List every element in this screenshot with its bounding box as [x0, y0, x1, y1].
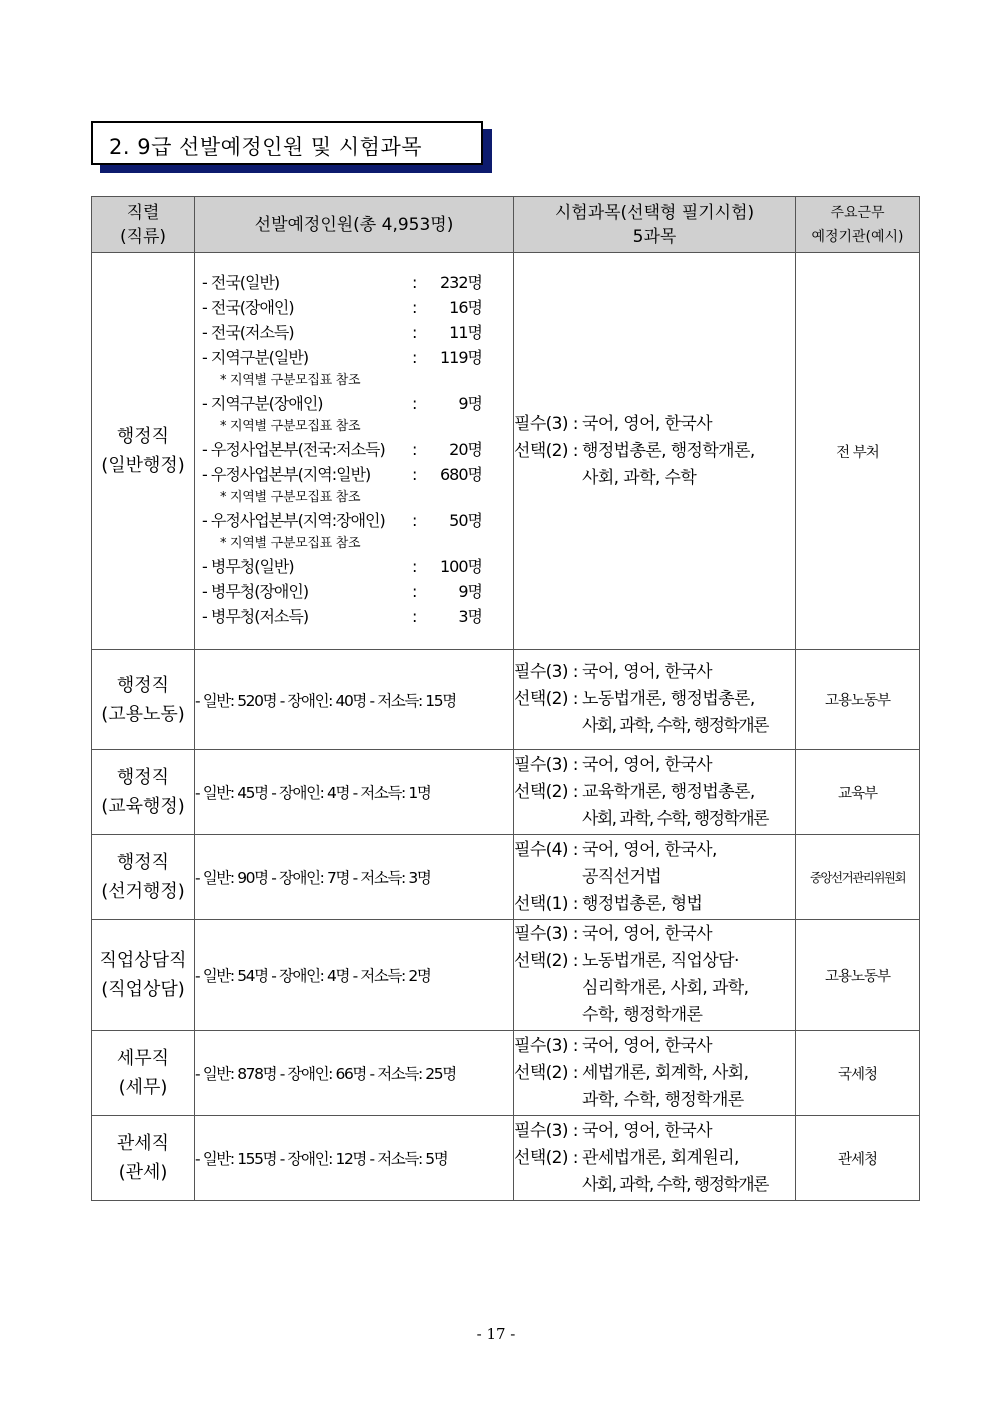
quota-count: 50명 — [449, 510, 482, 530]
elective-subjects: 관세법개론, 회계원리, — [582, 1147, 739, 1168]
quota-label: - 전국(일반) — [202, 272, 280, 292]
table-row — [92, 750, 920, 835]
elective-continued: 사회, 과학, 수학 — [582, 467, 697, 488]
header-quota: 선발예정인원(총 4,953명) — [195, 197, 514, 253]
required-subjects: 국어, 영어, 한국사 — [582, 924, 712, 944]
job-name: 행정직 — [116, 426, 170, 447]
job-name: 관세직 — [116, 1133, 170, 1154]
elective-subjects: 세법개론, 회계학, 사회, — [582, 1062, 749, 1083]
quota-label: - 병무청(저소득) — [202, 606, 309, 626]
subjects-cell — [514, 1031, 796, 1116]
elective-label: 선택(2) : — [514, 1147, 578, 1168]
agency-cell: 고용노동부 — [796, 650, 920, 750]
elective-subjects: 교육학개론, 행정법총론, — [582, 781, 755, 802]
job-name: 행정직 — [116, 674, 170, 696]
required-continued: 공직선거법 — [582, 866, 662, 887]
subjects-cell — [514, 920, 796, 1031]
quota-colon: : — [412, 510, 417, 530]
table-row — [92, 920, 920, 1031]
required-line — [514, 1033, 795, 1060]
quota-note: * 지역별 구분모집표 참조 — [220, 535, 361, 551]
job-cell — [92, 920, 195, 1031]
job-name: 행정직 — [116, 767, 170, 788]
quota-cell: - 일반: 878명 - 장애인: 66명 - 저소득: 25명 — [195, 1031, 514, 1116]
required-subjects: 국어, 영어, 한국사 — [582, 662, 712, 682]
job-name: 행정직 — [116, 852, 170, 873]
subjects-cell — [514, 835, 796, 920]
section-title: 2. 9급 선발예정인원 및 시험과목 — [109, 135, 423, 159]
job-track: (일반행정) — [101, 455, 185, 476]
quota-list — [195, 260, 513, 643]
quota-count: 9명 — [458, 581, 482, 601]
elective-label: 선택(2) : — [514, 440, 578, 461]
quota-item — [202, 391, 513, 416]
quota-count: 16명 — [449, 297, 482, 317]
agency-cell: 국세청 — [796, 1031, 920, 1116]
quota-cell: - 일반: 90명 - 장애인: 7명 - 저소득: 3명 — [195, 835, 514, 920]
recruitment-table — [91, 196, 920, 1201]
elective-label: 선택(2) : — [514, 951, 578, 971]
quota-item — [202, 320, 513, 345]
quota-label: - 우정사업본부(전국:저소득) — [202, 439, 385, 459]
quota-colon: : — [412, 322, 417, 342]
elective-label: 선택(1) : — [514, 893, 578, 914]
header-agency-line2: 예정기관(예시) — [811, 228, 904, 245]
quota-label: - 병무청(일반) — [202, 556, 294, 576]
quota-label: - 지역구분(장애인) — [202, 393, 323, 413]
quota-count: 100명 — [440, 556, 482, 576]
table-row — [92, 835, 920, 920]
quota-cell: - 일반: 520명 - 장애인: 40명 - 저소득: 15명 — [195, 650, 514, 750]
job-track: (교육행정) — [101, 796, 185, 817]
quota-label: - 전국(저소득) — [202, 322, 294, 342]
subjects-cell — [514, 750, 796, 835]
quota-item — [202, 295, 513, 320]
elective-line — [514, 779, 795, 806]
quota-note: * 지역별 구분모집표 참조 — [220, 418, 361, 434]
elective-subjects: 행정법총론, 형법 — [582, 893, 703, 914]
table-row — [92, 1031, 920, 1116]
required-subjects: 국어, 영어, 한국사 — [582, 413, 712, 434]
quota-note: * 지역별 구분모집표 참조 — [220, 372, 361, 388]
agency-cell: 전 부처 — [796, 253, 920, 650]
quota-item — [202, 437, 513, 462]
table-row — [92, 1116, 920, 1201]
required-subjects: 국어, 영어, 한국사 — [582, 1035, 712, 1056]
elective-subjects: 행정법총론, 행정학개론, — [582, 440, 755, 461]
quota-item — [202, 462, 513, 487]
required-subjects: 국어, 영어, 한국사 — [582, 1120, 712, 1141]
quota-item — [202, 270, 513, 295]
required-label: 필수(3) : — [514, 754, 578, 775]
elective-label: 선택(2) : — [514, 1062, 578, 1083]
elective-line — [514, 891, 795, 918]
header-agency-line1: 주요근무 — [830, 204, 885, 221]
agency-cell: 교육부 — [796, 750, 920, 835]
subjects-cell — [514, 650, 796, 750]
quota-count: 20명 — [449, 439, 482, 459]
header-job-line2: (직류) — [119, 226, 167, 247]
quota-colon: : — [412, 556, 417, 576]
quota-label: - 우정사업본부(지역:일반) — [202, 464, 371, 484]
quota-cell — [195, 253, 514, 650]
quota-label: - 병무청(장애인) — [202, 581, 309, 601]
elective-subjects: 노동법개론, 직업상담· — [582, 951, 739, 971]
quota-colon: : — [412, 393, 417, 413]
quota-colon: : — [412, 439, 417, 459]
quota-count: 11명 — [449, 322, 482, 342]
job-track: (선거행정) — [101, 881, 185, 902]
job-name: 세무직 — [116, 1048, 170, 1069]
job-cell — [92, 835, 195, 920]
quota-label: - 전국(장애인) — [202, 297, 294, 317]
elective-continued: 심리학개론, 사회, 과학, — [582, 978, 749, 998]
required-line — [514, 1118, 795, 1145]
quota-count: 119명 — [440, 347, 482, 367]
required-subjects: 국어, 영어, 한국사, — [582, 839, 717, 860]
job-track: (고용노동) — [101, 703, 185, 725]
agency-cell: 중앙선거관리위원회 — [796, 835, 920, 920]
elective-line — [514, 1060, 795, 1087]
required-label: 필수(3) : — [514, 1120, 578, 1141]
job-cell — [92, 253, 195, 650]
job-track: (직업상담) — [101, 979, 185, 1000]
job-cell — [92, 1116, 195, 1201]
quota-item — [202, 604, 513, 629]
quota-colon: : — [412, 606, 417, 626]
section-title-box — [91, 121, 483, 165]
quota-item — [202, 554, 513, 579]
header-subjects-line2: 5과목 — [632, 226, 677, 247]
elective-line — [514, 1145, 795, 1172]
required-line — [514, 411, 795, 438]
quota-count: 3명 — [458, 606, 482, 626]
quota-label: - 우정사업본부(지역:장애인) — [202, 510, 385, 530]
elective-line — [514, 948, 795, 975]
header-job-line1: 직렬 — [126, 202, 160, 223]
job-track: (세무) — [118, 1077, 168, 1098]
elective-label: 선택(2) : — [514, 781, 578, 802]
elective-line — [514, 686, 795, 713]
quota-count: 232명 — [440, 272, 482, 292]
required-subjects: 국어, 영어, 한국사 — [582, 754, 712, 775]
elective-continued: 사회, 과학, 수학, 행정학개론 — [582, 808, 768, 829]
table-header-row — [92, 197, 920, 253]
quota-item — [202, 508, 513, 533]
quota-count: 680명 — [440, 464, 482, 484]
header-agency — [796, 197, 920, 253]
job-name: 직업상담직 — [99, 950, 187, 971]
elective-continued: 과학, 수학, 행정학개론 — [582, 1089, 744, 1110]
table-row — [92, 253, 920, 650]
header-job — [92, 197, 195, 253]
elective-continued: 수학, 행정학개론 — [582, 1005, 703, 1025]
quota-note: * 지역별 구분모집표 참조 — [220, 489, 361, 505]
quota-cell: - 일반: 155명 - 장애인: 12명 - 저소득: 5명 — [195, 1116, 514, 1201]
job-cell — [92, 650, 195, 750]
required-label: 필수(3) : — [514, 924, 578, 944]
required-line — [514, 659, 795, 686]
required-label: 필수(4) : — [514, 839, 578, 860]
elective-continued: 사회, 과학, 수학, 행정학개론 — [582, 1174, 768, 1195]
table-row — [92, 650, 920, 750]
elective-continued: 사회, 과학, 수학, 행정학개론 — [582, 716, 768, 736]
quota-colon: : — [412, 464, 417, 484]
job-track: (관세) — [118, 1162, 168, 1183]
quota-count: 9명 — [458, 393, 482, 413]
job-cell — [92, 1031, 195, 1116]
quota-item — [202, 345, 513, 370]
quota-cell: - 일반: 54명 - 장애인: 4명 - 저소득: 2명 — [195, 920, 514, 1031]
page-number: - 17 - — [476, 1325, 516, 1343]
quota-cell: - 일반: 45명 - 장애인: 4명 - 저소득: 1명 — [195, 750, 514, 835]
agency-cell: 관세청 — [796, 1116, 920, 1201]
elective-subjects: 노동법개론, 행정법총론, — [582, 689, 755, 709]
elective-label: 선택(2) : — [514, 689, 578, 709]
quota-item — [202, 579, 513, 604]
header-subjects — [514, 197, 796, 253]
subjects-cell — [514, 1116, 796, 1201]
required-line — [514, 837, 795, 864]
required-label: 필수(3) : — [514, 662, 578, 682]
required-line — [514, 921, 795, 948]
elective-line — [514, 438, 795, 465]
header-subjects-line1: 시험과목(선택형 필기시험) — [554, 202, 755, 223]
quota-label: - 지역구분(일반) — [202, 347, 309, 367]
quota-colon: : — [412, 581, 417, 601]
agency-cell: 고용노동부 — [796, 920, 920, 1031]
quota-colon: : — [412, 347, 417, 367]
required-label: 필수(3) : — [514, 1035, 578, 1056]
required-line — [514, 752, 795, 779]
job-cell — [92, 750, 195, 835]
required-label: 필수(3) : — [514, 413, 578, 434]
quota-colon: : — [412, 272, 417, 292]
quota-colon: : — [412, 297, 417, 317]
subjects-cell — [514, 253, 796, 650]
